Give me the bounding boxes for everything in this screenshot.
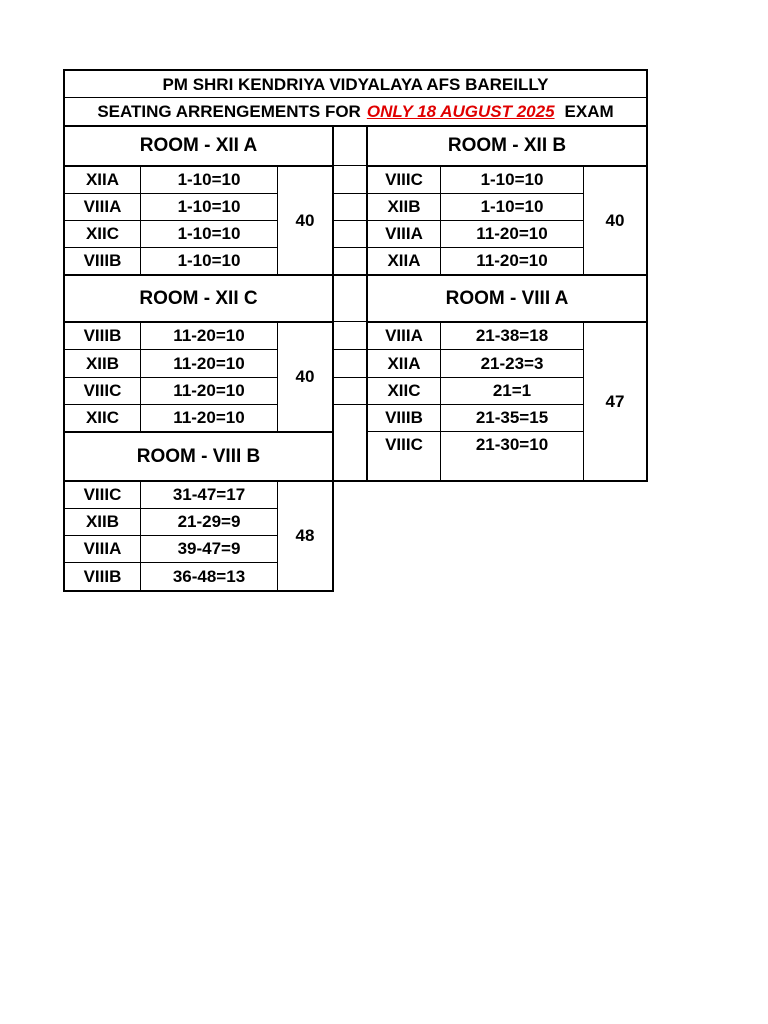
room-viiia-class-2: XIIA xyxy=(387,353,421,373)
room-viiib-total: 48 xyxy=(295,526,315,545)
room-xiib-class-2: XIIB xyxy=(387,197,421,216)
room-viiia-class-5: VIIIC xyxy=(385,435,423,454)
room-xiic-rolls-2: 11-20=10 xyxy=(173,353,245,373)
gap-line-3 xyxy=(333,247,367,248)
room-xiib-rolls-4: 11-20=10 xyxy=(476,251,548,270)
room-xiib-class-1: VIIIC xyxy=(385,170,423,189)
gap-line-1 xyxy=(333,193,367,194)
room-xiia-rolls-3: 1-10=10 xyxy=(177,224,241,243)
room-viiia-class-3: XIIC xyxy=(387,381,421,400)
room-xiia-class-2: VIIIA xyxy=(83,197,122,216)
room-viiib-rolls-4: 36-48=13 xyxy=(172,566,246,586)
room-xiic-total: 40 xyxy=(295,367,315,386)
room-title: ROOM - VIII A xyxy=(445,287,569,309)
exam-title-suffix: EXAM xyxy=(564,101,614,121)
room-xiic-class-2: XIIB xyxy=(85,353,120,373)
room-title: ROOM - VIII B xyxy=(136,445,261,467)
room-viiia-rolls-3: 21=1 xyxy=(492,381,532,400)
room-viiib-rolls-3: 39-47=9 xyxy=(177,539,241,558)
gap-line-a1 xyxy=(333,165,367,166)
gap-line-4 xyxy=(333,349,367,350)
room-viiib-class-3: VIIIA xyxy=(83,539,122,558)
room-xiib-rolls-3: 11-20=10 xyxy=(476,224,548,243)
room-viiia-rolls-5: 21-30=10 xyxy=(475,435,549,454)
exam-title xyxy=(65,98,646,125)
room-xiia-class-3: XIIC xyxy=(85,224,120,243)
room-xiib-total: 40 xyxy=(605,210,625,230)
room-xiic-class-3: VIIIC xyxy=(83,381,122,400)
room-viiib-rolls-1: 31-47=17 xyxy=(172,485,246,504)
room-xiic-class-4: XIIC xyxy=(85,408,120,427)
gap-line-6 xyxy=(333,404,367,405)
room-viiib-rolls-2: 21-29=9 xyxy=(177,512,241,531)
room-xiic-class-1: VIIIB xyxy=(83,326,122,345)
room-viiib-class-4: VIIIB xyxy=(83,566,122,586)
gap-line-2 xyxy=(333,220,367,221)
room-xiia-rolls-4: 1-10=10 xyxy=(177,251,241,270)
room-viiia-class-4: VIIIB xyxy=(385,408,423,427)
room-title: ROOM - XII A xyxy=(139,135,258,156)
room-viiia-rolls-2: 21-23=3 xyxy=(480,353,544,373)
room-xiib-rolls-1: 1-10=10 xyxy=(480,170,544,189)
room-xiia-class-4: VIIIB xyxy=(83,251,122,270)
room-xiib-rolls-2: 1-10=10 xyxy=(480,197,544,216)
room-xiia-rolls-1: 1-10=10 xyxy=(177,170,241,189)
school-name: PM SHRI KENDRIYA VIDYALAYA AFS BAREILLY xyxy=(162,74,549,94)
room-viiib-class-2: XIIB xyxy=(85,512,120,531)
exam-title-prefix: SEATING ARRENGEMENTS FOR xyxy=(97,101,361,121)
gap-line-b0 xyxy=(333,321,367,322)
room-xiib-class-4: XIIA xyxy=(387,251,421,270)
room-xiic-rolls-3: 11-20=10 xyxy=(173,381,245,400)
room-xiia-total: 40 xyxy=(295,210,315,230)
room-xiic-rolls-1: 11-20=10 xyxy=(173,326,245,345)
room-viiia-total: 47 xyxy=(605,391,625,411)
room-viiib-class-1: VIIIC xyxy=(83,485,122,504)
room-xiib-class-3: VIIIA xyxy=(385,224,423,243)
room-title: ROOM - XII B xyxy=(447,135,567,156)
room-title: ROOM - XII C xyxy=(139,287,258,309)
room-xiic-rolls-4: 11-20=10 xyxy=(173,408,245,427)
right-block-bottom xyxy=(333,480,648,482)
exam-date-highlight: ONLY 18 AUGUST 2025 xyxy=(366,101,555,121)
gap-line-5 xyxy=(333,377,367,378)
room-xiia-rolls-2: 1-10=10 xyxy=(177,197,241,216)
room-xiia-class-1: XIIA xyxy=(85,170,120,189)
room-viiia-rolls-1: 21-38=18 xyxy=(475,326,549,345)
room-viiia-rolls-4: 21-35=15 xyxy=(475,408,549,427)
left-block-right-border xyxy=(332,126,334,592)
room-viiib-bottom xyxy=(63,590,334,592)
room-viiia-class-1: VIIIA xyxy=(385,326,423,345)
